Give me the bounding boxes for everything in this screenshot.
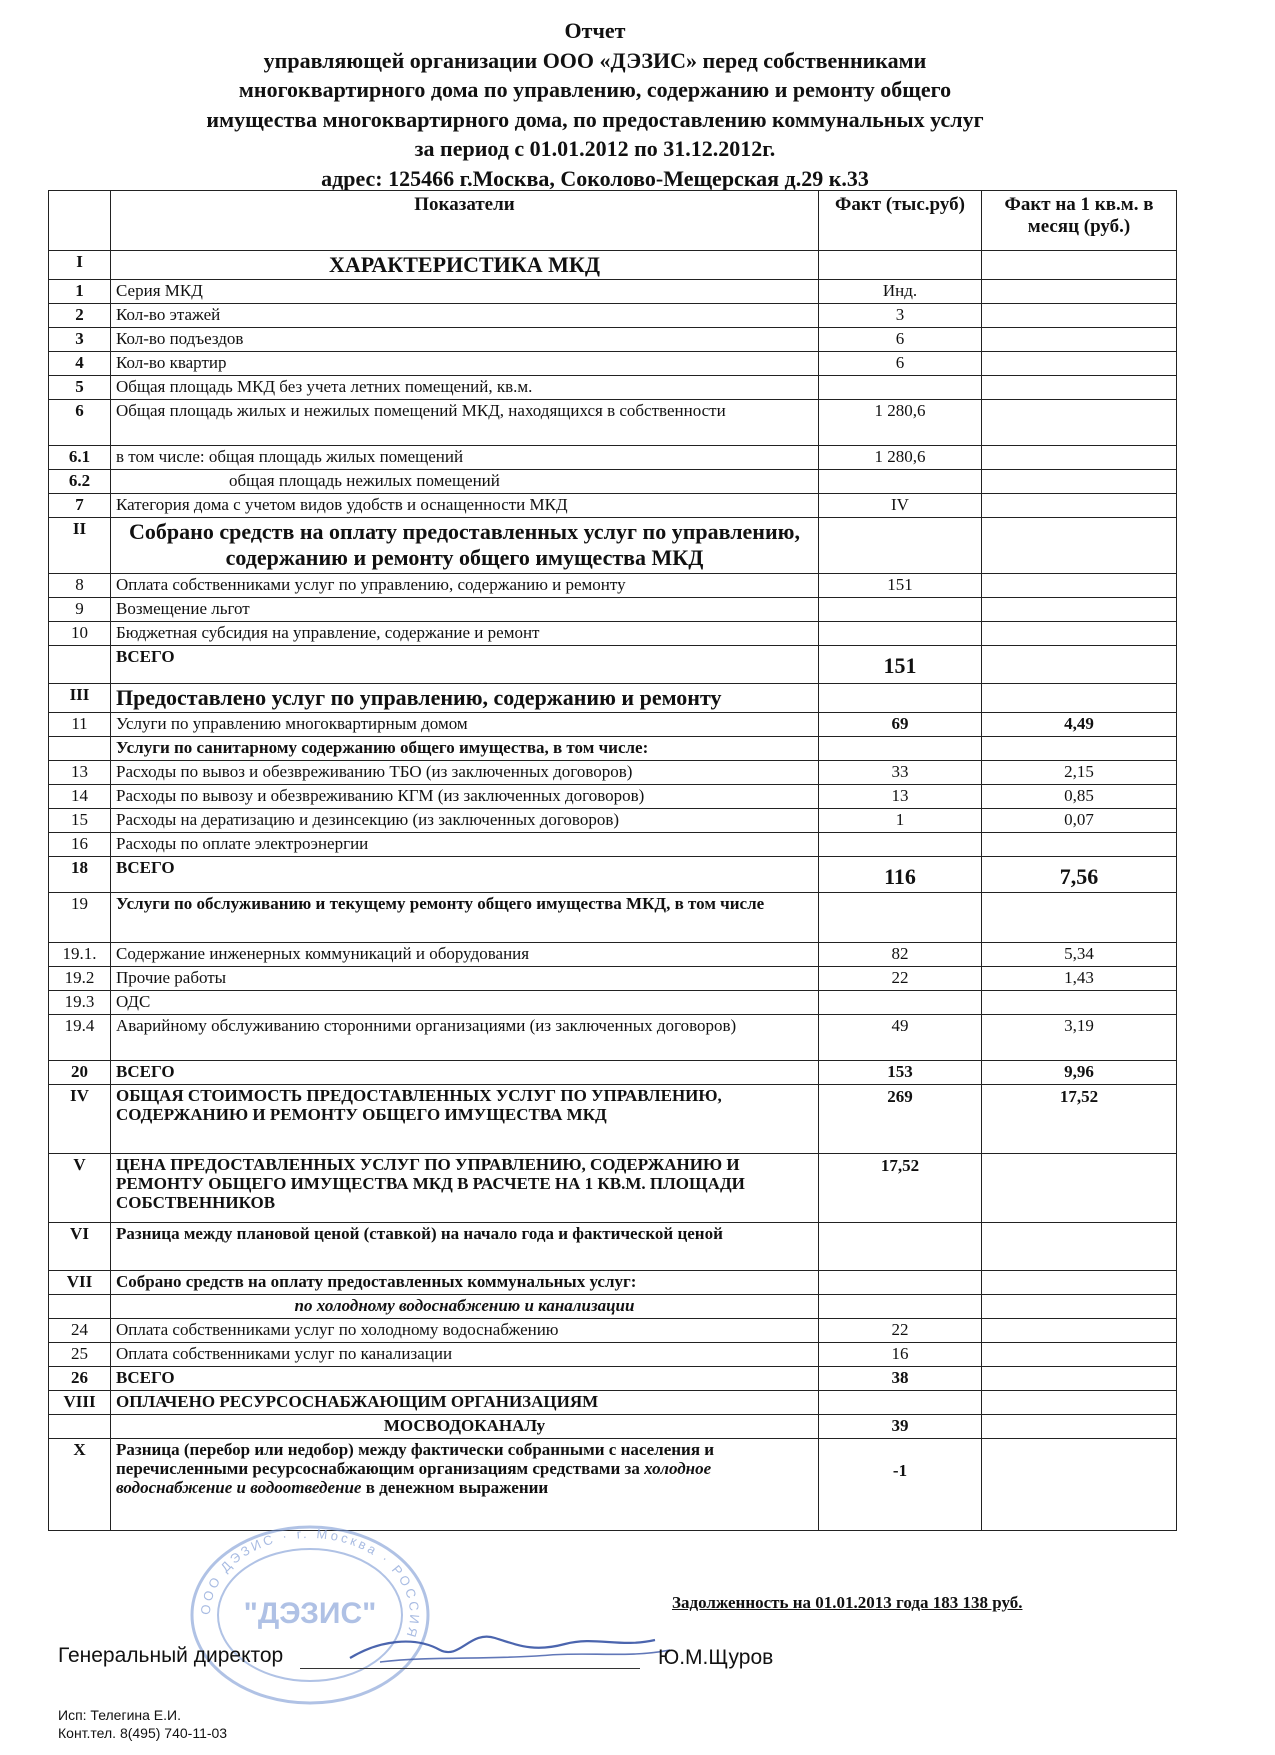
row-fact-sqm [982, 494, 1177, 518]
row-num: 10 [49, 622, 111, 646]
table-row [49, 737, 1177, 761]
row-fact: 38 [819, 1367, 982, 1391]
table-row [49, 1295, 1177, 1319]
row-num: 3 [49, 328, 111, 352]
row-fact: 3 [819, 304, 982, 328]
row-label: Собрано средств на оплату предоставленных услуг по управлению, содержанию и ремонту общего имущества МКД [111, 518, 819, 574]
row-fact-sqm [982, 737, 1177, 761]
row-num [49, 1295, 111, 1319]
row-fact: 22 [819, 1319, 982, 1343]
row-num: 8 [49, 574, 111, 598]
heading-line-2: управляющей организации ООО «ДЭЗИС» перед собственниками [263, 47, 927, 73]
row-fact: 153 [819, 1061, 982, 1085]
row-fact-sqm [982, 1295, 1177, 1319]
row-num: VIII [49, 1391, 111, 1415]
table-row [49, 713, 1177, 737]
row-label: Оплата собственниками услуг по канализации [111, 1343, 819, 1367]
row-label: ЦЕНА ПРЕДОСТАВЛЕННЫХ УСЛУГ ПО УПРАВЛЕНИЮ, СОДЕРЖАНИЮ И РЕМОНТУ ОБЩЕГО ИМУЩЕСТВА МКД В РАСЧЕТЕ НА 1 КВ.М. ПЛОЩАДИ СОБСТВЕННИКОВ [111, 1154, 819, 1223]
row-num: 15 [49, 809, 111, 833]
row-fact-sqm [982, 598, 1177, 622]
header-indicators: Показатели [111, 191, 819, 251]
row-label: общая площадь нежилых помещений [111, 470, 819, 494]
row-fact-sqm [982, 1343, 1177, 1367]
row-label: Аварийному обслуживанию сторонними организациями (из заключенных договоров) [111, 1015, 819, 1061]
row-num: 25 [49, 1343, 111, 1367]
row-num: VII [49, 1271, 111, 1295]
row-label: ВСЕГО [111, 857, 819, 893]
row-num: IV [49, 1085, 111, 1154]
executor-phone: Конт.тел. 8(495) 740-11-03 [58, 1725, 228, 1741]
heading-address: адрес: 125466 г.Москва, Соколово-Мещерская д.29 к.33 [321, 165, 869, 191]
row-fact: 269 [819, 1085, 982, 1154]
table-row [49, 400, 1177, 446]
row-num: 4 [49, 352, 111, 376]
row-fact-sqm [982, 833, 1177, 857]
table-row [49, 574, 1177, 598]
row-fact-sqm [982, 280, 1177, 304]
table-row [49, 1271, 1177, 1295]
row-label-part: в денежном выражении [361, 1478, 549, 1497]
row-fact [819, 1391, 982, 1415]
row-fact-sqm [982, 1271, 1177, 1295]
table-row [49, 280, 1177, 304]
row-fact [819, 622, 982, 646]
row-fact-sqm [982, 470, 1177, 494]
row-num: 19.4 [49, 1015, 111, 1061]
table-row [49, 809, 1177, 833]
row-num: 9 [49, 598, 111, 622]
row-label: ОДС [111, 991, 819, 1015]
row-label: Серия МКД [111, 280, 819, 304]
row-label: Бюджетная субсидия на управление, содержание и ремонт [111, 622, 819, 646]
row-label: Расходы по вывозу и обезвреживанию КГМ (из заключенных договоров) [111, 785, 819, 809]
row-fact: 1 280,6 [819, 400, 982, 446]
row-fact-sqm [982, 1391, 1177, 1415]
row-num [49, 1415, 111, 1439]
row-fact: 6 [819, 328, 982, 352]
row-fact-sqm [982, 1319, 1177, 1343]
row-num: VI [49, 1223, 111, 1271]
table-row [49, 761, 1177, 785]
row-fact-sqm [982, 446, 1177, 470]
row-fact [819, 470, 982, 494]
report-heading [40, 16, 1150, 193]
row-num: 5 [49, 376, 111, 400]
row-num: 19.1. [49, 943, 111, 967]
row-fact: -1 [819, 1439, 982, 1531]
row-label: Кол-во подъездов [111, 328, 819, 352]
row-fact: 39 [819, 1415, 982, 1439]
row-fact: 33 [819, 761, 982, 785]
row-num: 16 [49, 833, 111, 857]
row-num: 7 [49, 494, 111, 518]
row-label: Возмещение льгот [111, 598, 819, 622]
row-fact-sqm [982, 684, 1177, 713]
handwritten-signature [320, 1600, 680, 1680]
table-row [49, 1154, 1177, 1223]
header-num-cell [49, 191, 111, 251]
row-num: I [49, 251, 111, 280]
executor-name: Исп: Телегина Е.И. [58, 1707, 181, 1723]
row-fact: Инд. [819, 280, 982, 304]
table-row [49, 684, 1177, 713]
header-fact-sqm: Факт на 1 кв.м. в месяц (руб.) [982, 191, 1177, 251]
row-fact: 116 [819, 857, 982, 893]
row-num: 6 [49, 400, 111, 446]
table-row [49, 1415, 1177, 1439]
table-header-row [49, 191, 1177, 251]
row-num: 6.2 [49, 470, 111, 494]
row-fact [819, 598, 982, 622]
row-fact-sqm [982, 251, 1177, 280]
row-fact: 16 [819, 1343, 982, 1367]
row-num: V [49, 1154, 111, 1223]
row-fact: 1 [819, 809, 982, 833]
table-row [49, 991, 1177, 1015]
row-fact-sqm [982, 304, 1177, 328]
row-fact-sqm [982, 1415, 1177, 1439]
row-label-part: Разница (перебор или недобор) между фактически собранными с населения и перечисленными ресурсоснабжающим организациям средствами за [116, 1440, 715, 1478]
row-label: Общая площадь жилых и нежилых помещений МКД, находящихся в собственности [111, 400, 819, 446]
row-label-part-italic: холодное водоснабжение и водоотведение [116, 1459, 712, 1497]
row-num: II [49, 518, 111, 574]
row-label: Общая площадь МКД без учета летних помещений, кв.м. [111, 376, 819, 400]
heading-line-4: имущества многоквартирного дома, по предоставлению коммунальных услуг [206, 106, 984, 132]
row-fact [819, 737, 982, 761]
row-label: Расходы по вывоз и обезвреживанию ТБО (из заключенных договоров) [111, 761, 819, 785]
row-label: Предоставлено услуг по управлению, содержанию и ремонту [111, 684, 819, 713]
table-row [49, 470, 1177, 494]
row-num: 18 [49, 857, 111, 893]
heading-line-1: Отчет [564, 18, 626, 43]
table-row [49, 304, 1177, 328]
row-num: III [49, 684, 111, 713]
report-table [48, 190, 1177, 1531]
table-row [49, 1061, 1177, 1085]
row-num: 26 [49, 1367, 111, 1391]
row-num: 6.1 [49, 446, 111, 470]
row-label: ВСЕГО [111, 1061, 819, 1085]
row-label: ОБЩАЯ СТОИМОСТЬ ПРЕДОСТАВЛЕННЫХ УСЛУГ ПО УПРАВЛЕНИЮ, СОДЕРЖАНИЮ И РЕМОНТУ ОБЩЕГО ИМУЩЕСТВА МКД [111, 1085, 819, 1154]
row-fact [819, 1271, 982, 1295]
debt-line: Задолженность на 01.01.2013 года 183 138 руб. [672, 1593, 1023, 1612]
row-fact-sqm [982, 1439, 1177, 1531]
row-fact: 151 [819, 574, 982, 598]
table-row [49, 1367, 1177, 1391]
row-fact: 49 [819, 1015, 982, 1061]
row-fact-sqm [982, 376, 1177, 400]
row-label: ОПЛАЧЕНО РЕСУРСОСНАБЖАЮЩИМ ОРГАНИЗАЦИЯМ [111, 1391, 819, 1415]
row-num: 19 [49, 893, 111, 943]
table-row [49, 893, 1177, 943]
row-label: Собрано средств на оплату предоставленных коммунальных услуг: [111, 1271, 819, 1295]
signatory-name: Ю.М.Щуров [658, 1646, 774, 1669]
row-fact [819, 376, 982, 400]
row-fact-sqm: 9,96 [982, 1061, 1177, 1085]
row-fact-sqm [982, 574, 1177, 598]
table-row [49, 1223, 1177, 1271]
row-fact: 151 [819, 646, 982, 684]
row-label: в том числе: общая площадь жилых помещений [111, 446, 819, 470]
row-fact-sqm [982, 328, 1177, 352]
stamp-ring-text: ООО ДЭЗИС · г. Москва · РОССИЯ [197, 1525, 423, 1642]
row-fact-sqm [982, 1367, 1177, 1391]
row-label: Прочие работы [111, 967, 819, 991]
row-num: 19.3 [49, 991, 111, 1015]
row-fact-sqm [982, 622, 1177, 646]
row-fact-sqm: 17,52 [982, 1085, 1177, 1154]
executor-info [58, 1706, 227, 1742]
table-row [49, 1085, 1177, 1154]
row-label: Расходы на дератизацию и дезинсекцию (из заключенных договоров) [111, 809, 819, 833]
row-num [49, 737, 111, 761]
row-label: Разница между плановой ценой (ставкой) на начало года и фактической ценой [111, 1223, 819, 1271]
row-num: 19.2 [49, 967, 111, 991]
row-label: Расходы по оплате электроэнергии [111, 833, 819, 857]
table-row [49, 251, 1177, 280]
signatory-title: Генеральный директор [58, 1644, 284, 1667]
row-fact-sqm: 0,85 [982, 785, 1177, 809]
row-fact-sqm: 0,07 [982, 809, 1177, 833]
table-row [49, 857, 1177, 893]
row-fact: 69 [819, 713, 982, 737]
table-row [49, 518, 1177, 574]
row-label: МОСВОДОКАНАЛу [111, 1415, 819, 1439]
row-fact: 13 [819, 785, 982, 809]
row-fact-sqm [982, 1223, 1177, 1271]
row-fact: 17,52 [819, 1154, 982, 1223]
row-fact [819, 518, 982, 574]
table-row [49, 376, 1177, 400]
table-row [49, 328, 1177, 352]
table-row [49, 785, 1177, 809]
row-label: Содержание инженерных коммуникаций и оборудования [111, 943, 819, 967]
row-fact: IV [819, 494, 982, 518]
row-label: Оплата собственниками услуг по управлению, содержанию и ремонту [111, 574, 819, 598]
row-num: 13 [49, 761, 111, 785]
table-row [49, 352, 1177, 376]
row-fact-sqm: 5,34 [982, 943, 1177, 967]
table-row [49, 1391, 1177, 1415]
row-label: Услуги по управлению многоквартирным домом [111, 713, 819, 737]
row-label: Услуги по обслуживанию и текущему ремонту общего имущества МКД, в том числе [111, 893, 819, 943]
row-fact-sqm [982, 400, 1177, 446]
row-fact-sqm [982, 646, 1177, 684]
table-row [49, 646, 1177, 684]
stamp-center-text: "ДЭЗИС" [243, 1597, 377, 1630]
row-fact [819, 684, 982, 713]
row-label: Кол-во этажей [111, 304, 819, 328]
row-label: Кол-во квартир [111, 352, 819, 376]
header-fact: Факт (тыс.руб) [819, 191, 982, 251]
row-fact [819, 893, 982, 943]
row-fact-sqm: 7,56 [982, 857, 1177, 893]
row-label: по холодному водоснабжению и канализации [111, 1295, 819, 1319]
row-fact: 6 [819, 352, 982, 376]
row-num: 2 [49, 304, 111, 328]
row-fact: 22 [819, 967, 982, 991]
table-row [49, 1343, 1177, 1367]
row-num: 14 [49, 785, 111, 809]
row-fact-sqm [982, 893, 1177, 943]
row-fact [819, 1223, 982, 1271]
row-fact-sqm: 2,15 [982, 761, 1177, 785]
row-fact-sqm [982, 991, 1177, 1015]
row-label: ВСЕГО [111, 1367, 819, 1391]
row-fact: 82 [819, 943, 982, 967]
row-label: Категория дома с учетом видов удобств и оснащенности МКД [111, 494, 819, 518]
row-fact [819, 1295, 982, 1319]
row-num: 1 [49, 280, 111, 304]
heading-line-5: за период с 01.01.2012 по 31.12.2012г. [414, 136, 776, 161]
row-fact-sqm: 3,19 [982, 1015, 1177, 1061]
row-fact: 1 280,6 [819, 446, 982, 470]
heading-line-3: многоквартирного дома по управлению, содержанию и ремонту общего [238, 77, 952, 102]
row-num: 24 [49, 1319, 111, 1343]
row-fact [819, 251, 982, 280]
row-label: Оплата собственниками услуг по холодному водоснабжению [111, 1319, 819, 1343]
row-label: ВСЕГО [111, 646, 819, 684]
row-num: X [49, 1439, 111, 1531]
row-fact-sqm [982, 352, 1177, 376]
table-row [49, 1015, 1177, 1061]
table-row [49, 967, 1177, 991]
row-num [49, 646, 111, 684]
row-fact [819, 991, 982, 1015]
table-row [49, 1319, 1177, 1343]
row-fact-sqm [982, 1154, 1177, 1223]
row-num: 11 [49, 713, 111, 737]
table-row [49, 598, 1177, 622]
table-row [49, 622, 1177, 646]
table-row [49, 1439, 1177, 1531]
row-label: Услуги по санитарному содержанию общего имущества, в том числе: [111, 737, 819, 761]
row-fact-sqm: 4,49 [982, 713, 1177, 737]
table-row [49, 833, 1177, 857]
table-row [49, 446, 1177, 470]
table-row [49, 494, 1177, 518]
row-fact-sqm [982, 518, 1177, 574]
table-row [49, 943, 1177, 967]
row-label: ХАРАКТЕРИСТИКА МКД [111, 251, 819, 280]
row-label [111, 1439, 819, 1531]
row-fact [819, 833, 982, 857]
row-num: 20 [49, 1061, 111, 1085]
row-fact-sqm: 1,43 [982, 967, 1177, 991]
